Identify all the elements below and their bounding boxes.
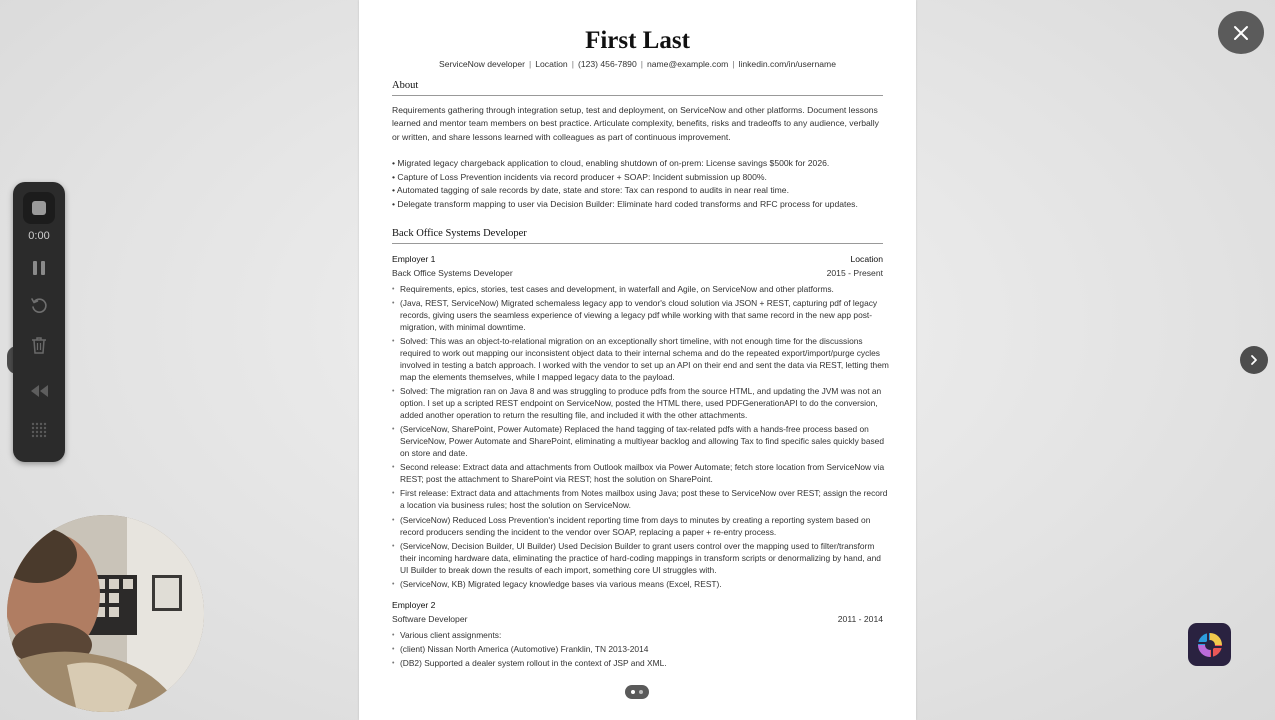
app-badge[interactable]: [1188, 623, 1231, 666]
stop-button-ring: [23, 192, 55, 224]
list-item: • Solved: The migration ran on Java 8 and was struggling to produce pdfs from the source HTML, and updating the JVM was not an option. I set up a scripted REST endpoint on ServiceNow, posted the HTML there, used PDFGenerationAPI to do the conversion, added another operation to return the resulting file, and included it with the other attachments.: [392, 386, 891, 422]
list-item: • (DB2) Supported a dealer system rollout in the context of JSP and XML.: [392, 658, 891, 670]
contact-sep: |: [571, 59, 574, 69]
employer-row: [392, 598, 883, 612]
employer-row: [392, 252, 883, 266]
contact-sep: |: [528, 59, 532, 69]
list-item: • Requirements, epics, stories, test cases and development, in waterfall and Agile, on ServiceNow and other platforms.: [392, 284, 891, 296]
list-item: • Solved: This was an object-to-relational migration on an exceptionally short timeline, with not enough time for the discussions required to work out mapping our inconsistent object data to their internal schema and do the repeated export/import/purge cycles involved in testing a batch approach. I worked with the vendor to set up an API on their end and sent the data via REST, letting them map the elements themselves, while I mapped legacy data to the payload.: [392, 336, 891, 384]
page-dot-active[interactable]: [631, 690, 635, 694]
contact-title: ServiceNow developer: [439, 59, 525, 69]
delete-button[interactable]: [13, 335, 65, 355]
list-item: • (ServiceNow, Decision Builder, UI Builder) Used Decision Builder to grant users control over the mapping used to filter/transform their incoming hardware data, eliminating the practice of hard-coding mappings in transform scripts or denormalizing by hand, and UI Builder to break down the results of each import, something core UI struggles with.: [392, 541, 891, 577]
list-item: • (ServiceNow, KB) Migrated legacy knowledge bases via various means (Excel, REST).: [392, 579, 891, 591]
close-button[interactable]: [1218, 11, 1264, 54]
list-item: • Second release: Extract data and attachments from Outlook mailbox via Power Automate; fetch store location from ServiceNow via REST; post the attachment to SharePoint via REST; host the solution on SharePoint.: [392, 462, 891, 486]
employer2-items: [392, 630, 883, 671]
contact-location: Location: [535, 59, 568, 69]
restart-icon: [30, 297, 48, 315]
section-heading-about: About: [392, 79, 883, 96]
highlight-item: • Migrated legacy chargeback application to cloud, enabling shutdown of on-prem: License savings $500k for 2026.: [392, 158, 830, 169]
contact-sep: |: [640, 59, 643, 69]
recording-toolbar: [13, 182, 65, 462]
list-item: • (ServiceNow) Reduced Loss Prevention's incident reporting time from days to minutes by creating a reporting system based on record producers sending the incident to the vendor over SOAP, replacing a paper + re-entry process.: [392, 515, 891, 539]
about-highlights: [392, 157, 883, 211]
close-icon: [1233, 25, 1249, 41]
list-item: • First release: Extract data and attachments from Notes mailbox using Java; post these to ServiceNow over REST; assign the record a location via business rules; host the solution on ServiceNow.: [392, 488, 891, 512]
pause-icon: [31, 260, 47, 276]
employer-location: Location: [850, 253, 883, 264]
page-indicator[interactable]: [625, 685, 649, 699]
list-item: • (Java, REST, ServiceNow) Migrated schemaless legacy app to vendor's cloud solution via JSON + REST, capturing pdf of legacy records, giving users the seamless experience of viewing a legacy pdf while working with that same record in the new app post-migration, with minimal downtime.: [392, 298, 891, 334]
role-title: Software Developer: [392, 613, 468, 624]
list-item: • (client) Nissan North America (Automotive) Franklin, TN 2013-2014: [392, 644, 891, 656]
stop-icon: [32, 201, 46, 215]
stop-recording-button[interactable]: [13, 191, 65, 225]
rewind-icon: [29, 384, 49, 398]
resume-document: [359, 0, 916, 720]
chevron-right-icon: [1248, 354, 1260, 366]
resume-name: First Last: [585, 27, 690, 54]
next-button[interactable]: [1240, 346, 1268, 374]
about-paragraph: Requirements gathering through integration setup, test and deployment, on ServiceNow and other platforms. Document lessons learned and mentor team members on best practice. Articulate complexity, benefits, risks and tradeoffs to any audience, verbally or written, and share lessons learned with colleagues as part of continuous improvement.: [392, 105, 879, 142]
highlight-item: • Capture of Loss Prevention incidents via record producer + SOAP: Incident submission up 800%.: [392, 171, 767, 182]
restart-button[interactable]: [13, 296, 65, 316]
page-dot[interactable]: [639, 690, 643, 694]
grid-button[interactable]: [13, 420, 65, 440]
employer1-items: [392, 283, 889, 591]
webcam-video: [7, 515, 204, 712]
highlight-item: • Automated tagging of sale records by date, state and store: Tax can respond to audits in near real time.: [392, 185, 789, 196]
contact-sep: |: [732, 59, 735, 69]
contact-email: name@example.com: [646, 59, 729, 69]
list-item: • (ServiceNow, SharePoint, Power Automate) Replaced the hand tagging of tax-related pdfs with a hands-free process based on ServiceNow, Power Automate and SharePoint, eliminating a multiyear backlog and allowing Tax to find specific sales quickly based on store and date.: [392, 424, 891, 460]
rewind-button[interactable]: [13, 381, 65, 401]
role-row: [392, 612, 883, 626]
role-title: Back Office Systems Developer: [392, 267, 513, 278]
recording-timer: 0:00: [28, 230, 50, 242]
webcam-bubble[interactable]: [7, 515, 204, 712]
role-dates: 2011 - 2014: [837, 613, 883, 624]
list-item: • Various client assignments:: [392, 630, 891, 642]
employer-name: Employer 2: [392, 599, 436, 610]
highlight-item: • Delegate transform mapping to user via Decision Builder: Eliminate hard coded transforms and RFC process for updates.: [392, 199, 858, 209]
grid-icon: [30, 421, 48, 439]
section-heading-experience: Back Office Systems Developer: [392, 227, 883, 244]
role-row: [392, 266, 883, 280]
app-logo-icon: [1195, 630, 1225, 660]
employer-name: Employer 1: [392, 253, 436, 264]
pause-button[interactable]: [13, 258, 65, 278]
contact-linkedin: linkedin.com/in/username: [738, 59, 836, 69]
role-dates: 2015 - Present: [826, 267, 883, 278]
trash-icon: [31, 336, 47, 354]
contact-phone: (123) 456-7890: [577, 59, 637, 69]
contact-line: [392, 58, 883, 70]
